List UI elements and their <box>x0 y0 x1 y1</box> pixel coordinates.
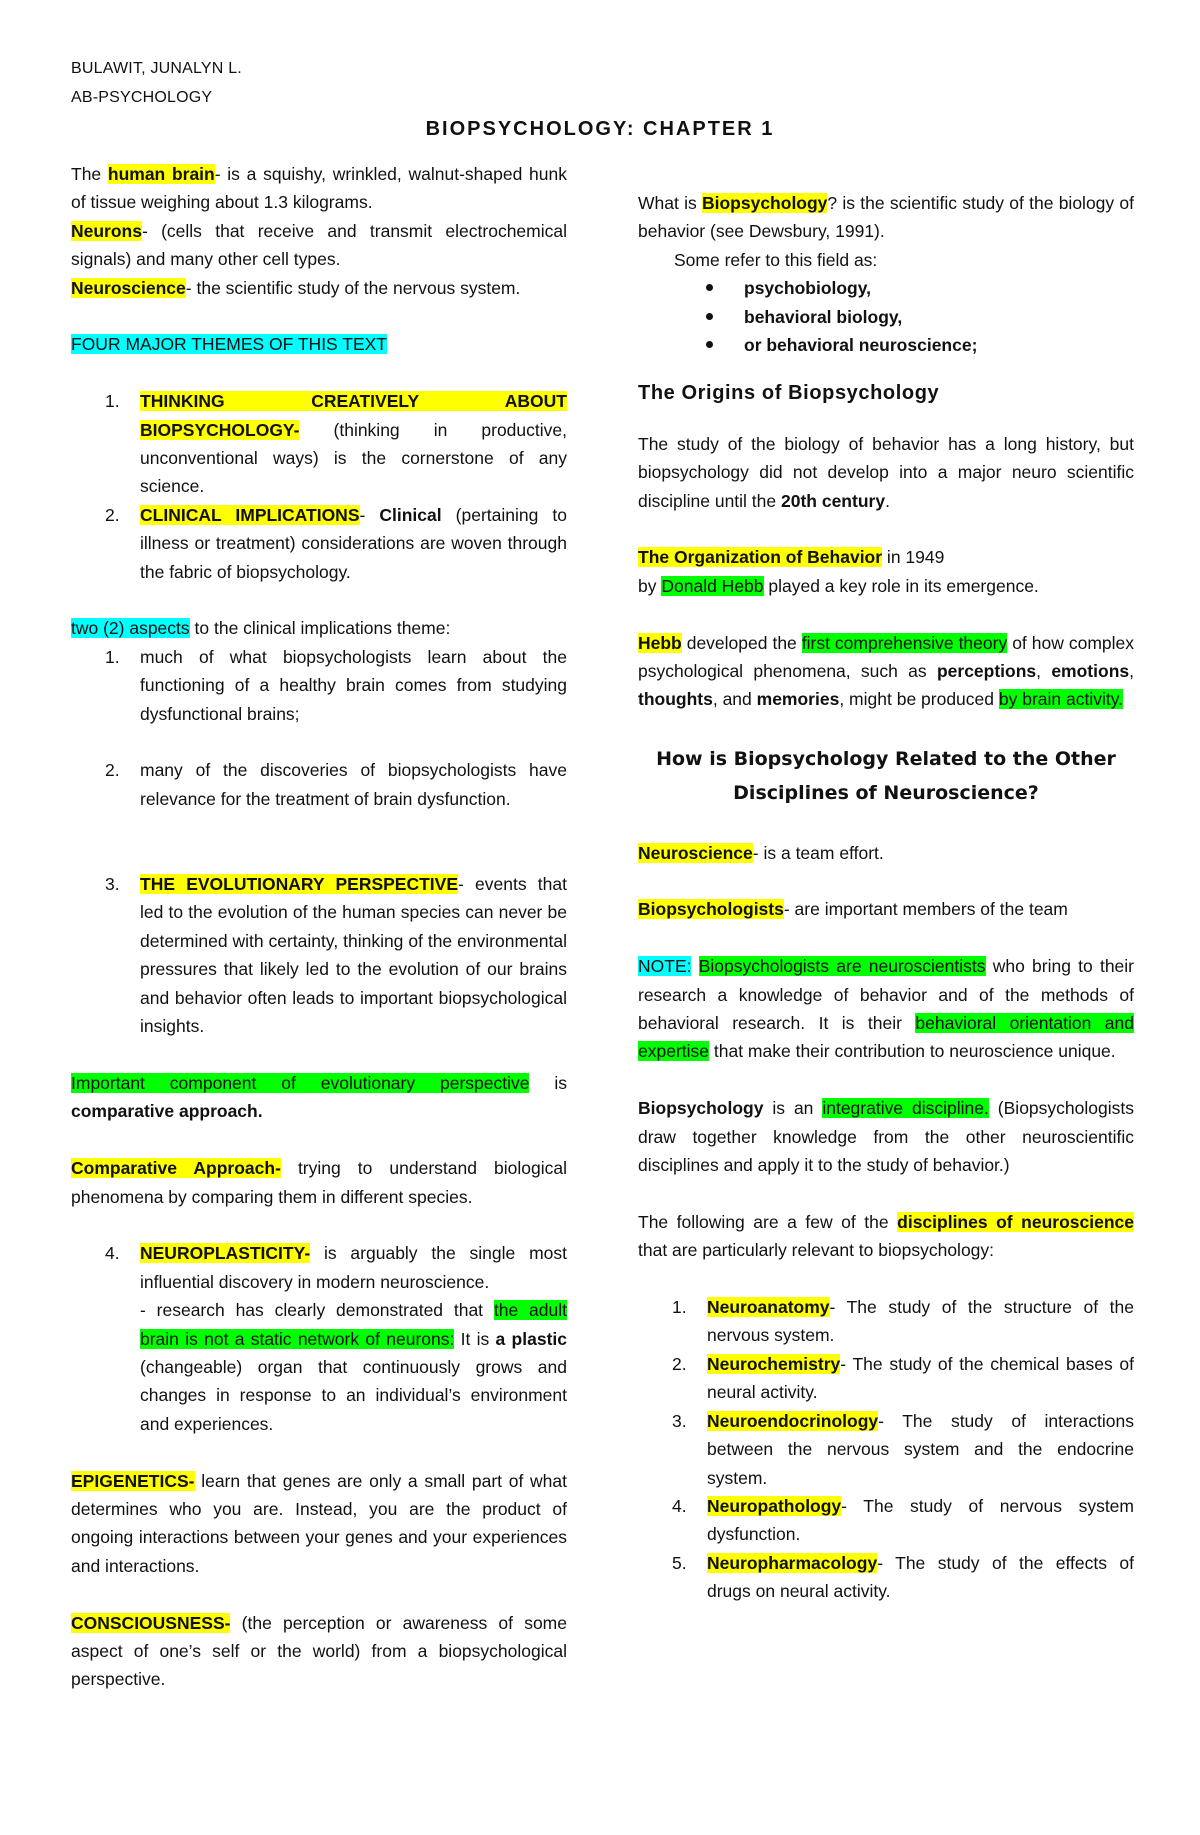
note-paragraph: NOTE: Biopsychologists are neuroscientists who bring to their research a knowledge of behavior and of the methods of behavioral research. It is their behavioral orientation and expertise that make their contribution to neuroscience unique. <box>638 956 1134 1062</box>
epigenetics-paragraph: EPIGENETICS- learn that genes are only a small part of what determines who you are. Instead, you are the product of ongoing interactions between your genes and your experiences and interactions. <box>71 1470 567 1576</box>
highlight-term: Neurons <box>71 220 142 241</box>
list-number: 1. <box>105 646 120 667</box>
consciousness-paragraph: CONSCIOUSNESS- (the perception or awareness of some aspect of one’s self or the world) from a biopsychological perspective. <box>71 1612 567 1690</box>
author-course: AB-PSYCHOLOGY <box>71 89 213 106</box>
themes-heading: FOUR MAJOR THEMES OF THIS TEXT <box>71 334 387 355</box>
discipline-item: 4. Neuropathology- The study of nervous system dysfunction. <box>638 1492 1134 1549</box>
theme-item: 2. CLINICAL IMPLICATIONS- Clinical (pertaining to illness or treatment) considerations are woven through the fabric of biopsychology. <box>71 501 567 586</box>
theme-item: 1. THINKING CREATIVELY ABOUT BIOPSYCHOLOGY- (thinking in productive, unconventional ways) is the cornerstone of any science. <box>71 387 567 501</box>
discipline-item: 1. Neuroanatomy- The study of the structure of the nervous system. <box>638 1293 1134 1350</box>
discipline-item: 5. Neuropharmacology- The study of the effects of drugs on neural activity. <box>638 1549 1134 1606</box>
aspect-item: 2. many of the discoveries of biopsychologists have relevance for the treatment of brain dysfunction. <box>71 756 567 813</box>
discipline-item: 3. Neuroendocrinology- The study of interactions between the nervous system and the endocrine system. <box>638 1407 1134 1492</box>
theme-item: 3. THE EVOLUTIONARY PERSPECTIVE- events that led to the evolution of the human species can never be determined with certainty, thinking of the environmental pressures that likely led to the evolution of our brains and behavior often leads to important biopsychological insights. <box>71 870 567 1040</box>
neuroscience-team: Neuroscience- is a team effort. <box>638 842 884 863</box>
important-component: Important component of evolutionary perspective is comparative approach. <box>71 1072 568 1122</box>
aspects-intro: two (2) aspects to the clinical implications theme: <box>71 618 451 639</box>
discipline-item: 2. Neurochemistry- The study of the chemical bases of neural activity. <box>638 1350 1134 1407</box>
comparative-approach: Comparative Approach- trying to understand biological phenomena by comparing them in different species. <box>71 1158 567 1207</box>
biopsychologists-team: Biopsychologists- are important members of the team <box>638 899 1068 920</box>
some-refer: Some refer to this field as: <box>674 249 878 270</box>
right-column <box>638 189 1134 1606</box>
bullet-item: or behavioral neuroscience; <box>638 331 1134 359</box>
bullet-item: behavioral biology, <box>638 303 1134 331</box>
page-title: BIOPSYCHOLOGY: CHAPTER 1 <box>425 118 775 140</box>
hebb-line: by Donald Hebb played a key role in its emergence. <box>638 575 1039 596</box>
following-paragraph: The following are a few of the disciplines of neuroscience that are particularly relevant to biopsychology: <box>638 1211 1134 1261</box>
highlight-term: Neuroscience <box>71 277 186 298</box>
bullet-item: psychobiology, <box>638 274 1134 302</box>
bullet-icon <box>706 313 713 320</box>
neuroscience-paragraph: Neuroscience- the scientific study of the nervous system. <box>71 277 521 298</box>
list-number: 1. <box>672 1297 687 1318</box>
related-heading: How is Biopsychology Related to the Other Disciplines of Neuroscience? <box>656 748 1116 805</box>
origins-paragraph: The study of the biology of behavior has a long history, but biopsychology did not develop into a major neuro scientific discipline until the 20th century. <box>638 433 1134 511</box>
neurons-paragraph: Neurons- (cells that receive and transmit electrochemical signals) and many other cell types. <box>71 220 567 270</box>
aspect-item: 1. much of what biopsychologists learn about the functioning of a healthy brain comes from studying dysfunctional brains; <box>71 643 567 728</box>
list-number: 1. <box>105 391 120 412</box>
list-number: 4. <box>105 1243 120 1264</box>
human-brain-paragraph: The human brain- is a squishy, wrinkled, walnut-shaped hunk of tissue weighing about 1.3 kilograms. <box>71 164 567 213</box>
list-number: 2. <box>105 760 120 781</box>
what-is-paragraph: What is Biopsychology? is the scientific study of the biology of behavior (see Dewsbury, 1991). <box>638 193 1134 242</box>
origins-heading: The Origins of Biopsychology <box>638 382 940 405</box>
list-number: 2. <box>105 504 120 525</box>
bullet-icon <box>706 341 713 348</box>
bullet-icon <box>706 284 713 291</box>
list-number: 2. <box>672 1353 687 1374</box>
left-column <box>71 160 567 1694</box>
organization-line: The Organization of Behavior in 1949 <box>638 547 945 568</box>
list-number: 3. <box>105 874 120 895</box>
integrative-paragraph: Biopsychology is an integrative discipline. (Biopsychologists draw together knowledge from the other neuroscientific disciplines and apply it to the study of behavior.) <box>638 1098 1134 1176</box>
theme-item: 4. NEUROPLASTICITY- is arguably the single most influential discovery in modern neuroscience. - research has clearly demonstrated that the adult brain is not a static network of neurons: It is a plastic (changeable) organ that continuously grows and changes in response to an individual’s environment and experiences. <box>71 1239 567 1438</box>
list-number: 3. <box>672 1410 687 1431</box>
list-number: 4. <box>672 1495 687 1516</box>
hebb-paragraph: Hebb developed the first comprehensive theory of how complex psychological phenomena, such as perceptions, emotions, thoughts, and memories, might be produced by brain activity. <box>638 632 1134 710</box>
highlight-term: human brain <box>107 164 215 184</box>
list-number: 5. <box>672 1552 687 1573</box>
author-name: BULAWIT, JUNALYN L. <box>71 60 242 77</box>
